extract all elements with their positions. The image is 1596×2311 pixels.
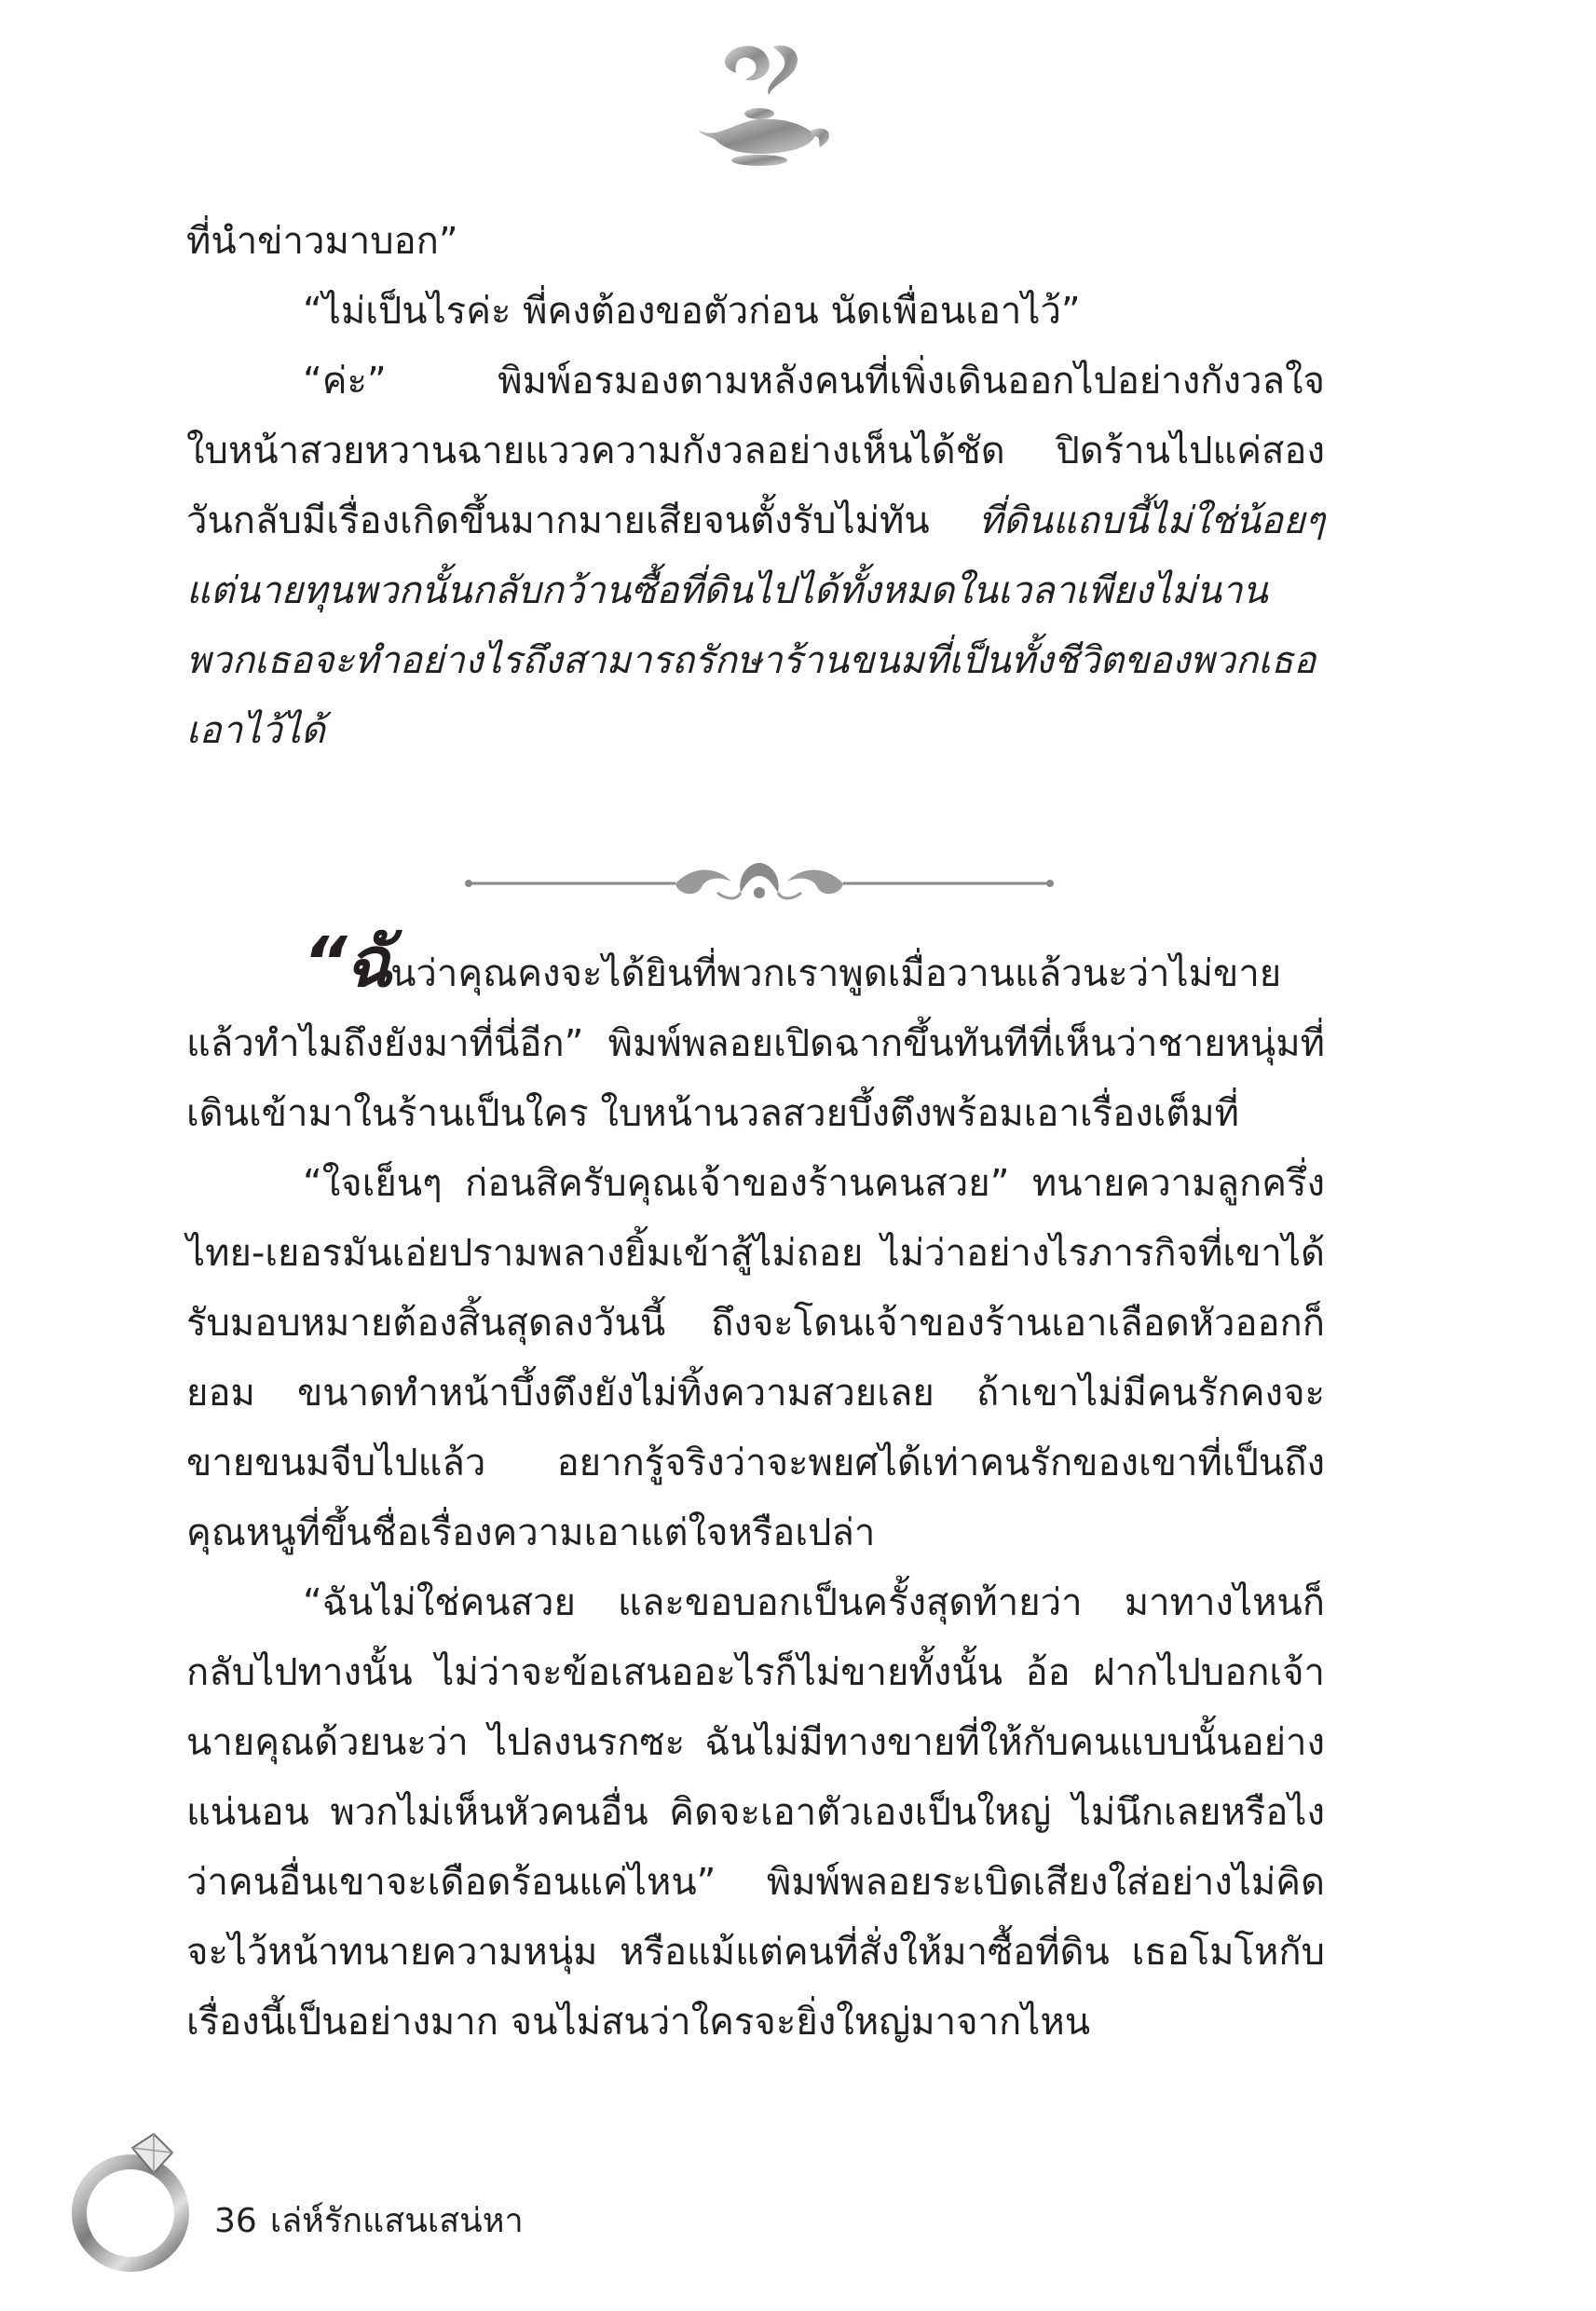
paragraph-text: นว่าคุณคงจะได้ยินที่พวกเราพูดเมื่อวานแล้วนะว่าไม่ขาย แล้วทำไมถึงยังมาที่นี่อีก” พิมพ์พลอยเปิดฉากขึ้นทันทีที่เห็นว่าชายหนุ่มที่เดินเข้ามาในร้านเป็นใคร ใบหน้านวลสวยบึ้งตึงพร้อมเอาเรื่องเต็มที่ — [186, 952, 1325, 1135]
paragraph: “ฉันไม่ใช่คนสวย และขอบอกเป็นครั้งสุดท้ายว่า มาทางไหนก็กลับไปทางนั้น ไม่ว่าจะข้อเสนออะไรก็ไม่ขายทั้งนั้น อ้อ ฝากไปบอกเจ้านายคุณด้วยนะว่า ไปลงนรกซะ ฉันไม่มีทางขายที่ให้กับคนแบบนั้นอย่างแน่นอน พวกไม่เห็นหัวคนอื่น คิดจะเอาตัวเองเป็นใหญ่ ไม่นึกเลยหรือไงว่าคนอื่นเขาจะเดือดร้อนแค่ไหน” พิมพ์พลอยระเบิดเสียงใส่อย่างไม่คิดจะไว้หน้าทนายความหนุ่ม หรือแม้แต่คนที่สั่งให้มาซื้อที่ดิน เธอโมโหกับเรื่องนี้เป็นอย่างมาก จนไม่สนว่าใครจะยิ่งใหญ่มาจากไหน — [186, 1581, 1325, 2044]
book-title: เล่ห์รักแสนเสน่หา — [269, 2202, 524, 2240]
genie-lamp-ornament-icon — [680, 37, 839, 177]
footer-text — [214, 2201, 524, 2242]
dropcap: “ฉั — [303, 923, 391, 1003]
paragraph: “ไม่เป็นไรค่ะ พี่คงต้องขอตัวก่อน นัดเพื่อนเอาไว้” — [303, 290, 1081, 333]
italic-thought: ที่ดินแถบนี้ไม่ใช่น้อยๆ แต่นายทุนพวกนั้นกลับกว้านซื้อที่ดินไปได้ทั้งหมดในเวลาเพียงไม่นาน พวกเธอจะทำอย่างไรถึงสามารถรักษาร้านขนมที่เป็นทั้งชีวิตของพวกเธอเอาไว้ได้ — [186, 499, 1325, 752]
text-block-main — [186, 923, 1325, 2058]
paragraph-text: “ค่ะ” พิมพ์อรมองตามหลังคนที่เพิ่งเดินออกไปอย่างกังวลใจ ใบหน้าสวยหวานฉายแววความกังวลอย่างเห็นได้ชัด ปิดร้านไปแค่สองวันกลับมีเรื่องเกิดขึ้นมากมายเสียจนตั้งรับไม่ทัน — [186, 360, 1325, 542]
paragraph — [186, 347, 1325, 766]
text-block-top — [186, 207, 1325, 766]
diamond-ring-icon — [65, 2115, 205, 2274]
paragraph: “ใจเย็นๆ ก่อนสิครับคุณเจ้าของร้านคนสวย” ทนายความลูกครึ่งไทย-เยอรมันเอ่ยปรามพลางยิ้มเข้าสู้ไม่ถอย ไม่ว่าอย่างไรภารกิจที่เขาได้รับมอบหมายต้องสิ้นสุดลงวันนี้ ถึงจะโดนเจ้าของร้านเอาเลือดหัวออกก็ยอม ขนาดทำหน้าบึ้งตึงยังไม่ทิ้งความสวยเลย ถ้าเขาไม่มีคนรักคงจะขายขนมจีบไปแล้ว อยากรู้จริงว่าจะพยศได้เท่าคนรักของเขาที่เป็นถึงคุณหนูที่ขึ้นชื่อเรื่องความเอาแต่ใจหรือเปล่า — [186, 1162, 1325, 1554]
scroll-divider-ornament-icon — [461, 855, 1057, 911]
paragraph — [186, 923, 1325, 1149]
page-footer — [65, 2115, 717, 2274]
paragraph: ที่นำข่าวมาบอก” — [186, 220, 458, 263]
page-number: 36 — [214, 2202, 257, 2240]
